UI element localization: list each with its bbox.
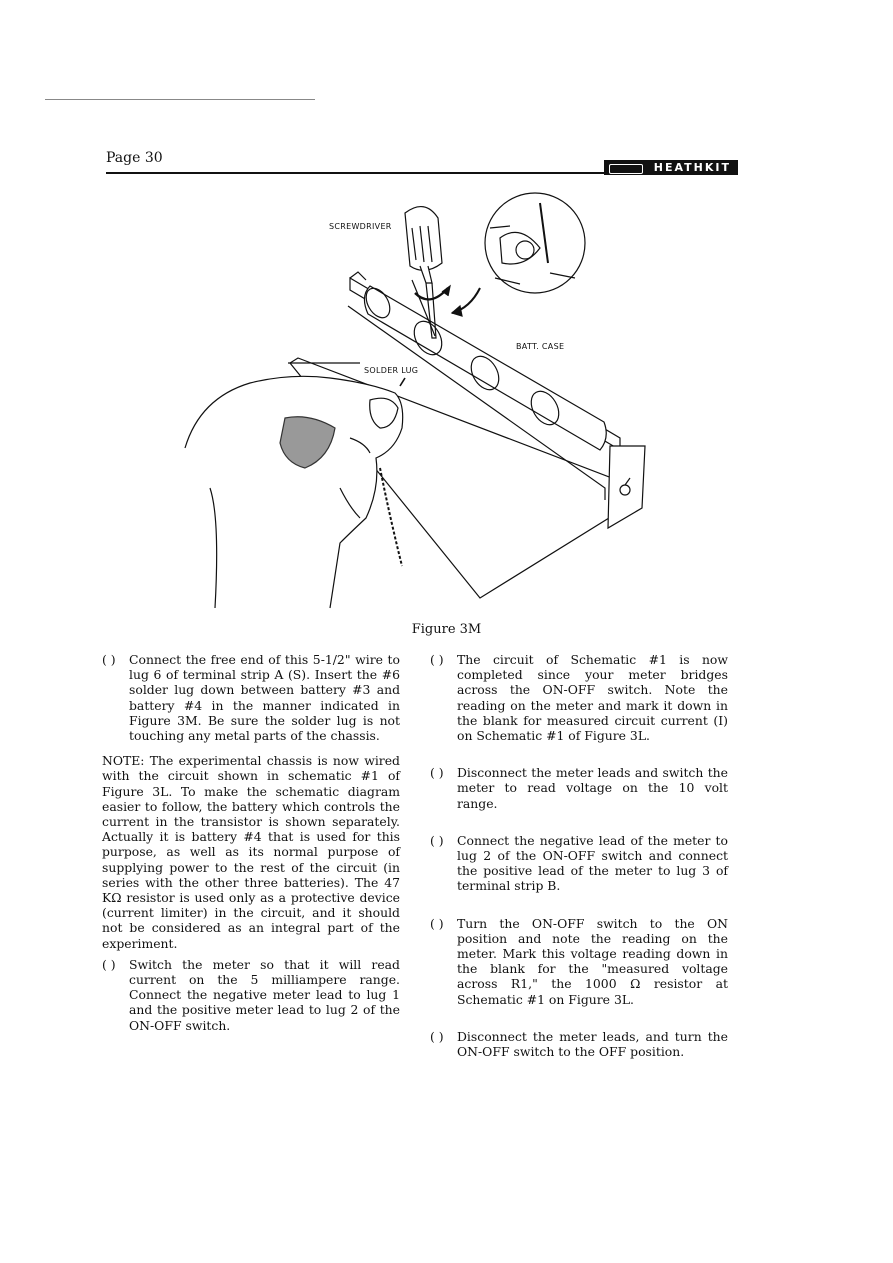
- brand-logo: [604, 160, 738, 175]
- instruction-step: [430, 652, 728, 743]
- brand-emblem-icon: [609, 164, 643, 174]
- step-text: Connect the negative lead of the meter to lug 2 of the ON-OFF switch and connect the positive lead of the meter to lug 3 of terminal strip B.: [457, 832, 728, 894]
- instruction-step: [102, 652, 400, 743]
- scan-edge-line: [45, 99, 315, 100]
- hand-drawing: [185, 376, 405, 608]
- checkbox-marker: ( ): [102, 956, 116, 972]
- note-paragraph: NOTE: The experimental chassis is now wired with the circuit shown in schematic #1 of Figure 3L. To make the schematic diagram easier to follow, the battery which controls the current in the transistor is shown separately. Actually it is battery #4 that is used for this purpose, as well as its normal purpose of supplying power to the rest of the circuit (in series with the other three batteries). The 47 KΩ resistor is used only as a protective device (current limiter) in the circuit, and it should not be considered as an integral part of the experiment.: [102, 753, 400, 951]
- instruction-step: [102, 957, 400, 1033]
- step-text: Disconnect the meter leads, and turn the ON-OFF switch to the OFF position.: [457, 1028, 728, 1060]
- brand-name: HEATHKIT: [653, 161, 731, 174]
- right-column: [430, 652, 728, 1081]
- figure-caption: Figure 3M: [411, 622, 482, 637]
- checkbox-marker: ( ): [102, 652, 116, 667]
- instruction-step: [430, 1029, 728, 1059]
- step-text: Turn the ON-OFF switch to the ON position and note the reading on the meter. Mark this voltage reading down in the blank for the "measured voltage across R1," the 1000 Ω resistor at Schematic #1 on Figure 3L.: [457, 915, 728, 1007]
- left-column: [102, 652, 400, 1043]
- checkbox-marker: ( ): [430, 652, 444, 667]
- screwdriver-label: SCREWDRIVER: [329, 222, 392, 231]
- step-text: Connect the free end of this 5-1/2" wire to lug 6 of terminal strip A (S). Insert the #6 solder lug down between battery #3 and battery #4 in the manner indicated in Figure 3M. Be sure the solder lug is not touching any metal parts of the chassis.: [129, 652, 400, 744]
- figure-3m-illustration: [180, 188, 660, 620]
- detail-inset: [452, 193, 585, 316]
- page-number: Page 30: [106, 150, 163, 166]
- end-bracket: [608, 446, 645, 528]
- checkbox-marker: ( ): [430, 765, 444, 781]
- solder-lug-label: SOLDER LUG: [364, 366, 419, 375]
- instruction-step: [430, 833, 728, 894]
- step-text: The circuit of Schematic #1 is now completed since your meter bridges across the ON-OFF switch. Note the reading on the meter and mark it down in the blank for measured circuit current (I) on Schematic #1 of Figure 3L.: [457, 652, 728, 744]
- battery-case-drawing: [180, 188, 660, 620]
- checkbox-marker: ( ): [430, 1028, 444, 1044]
- step-text: Switch the meter so that it will read current on the 5 milliampere range. Connect the negative meter lead to lug 1 and the positive meter lead to lug 2 of the ON-OFF switch.: [129, 956, 400, 1033]
- step-text: Disconnect the meter leads and switch the meter to read voltage on the 10 volt range.: [457, 765, 728, 811]
- header-rule: [106, 172, 606, 174]
- checkbox-marker: ( ): [430, 832, 444, 848]
- checkbox-marker: ( ): [430, 915, 444, 931]
- instruction-step: [430, 916, 728, 1007]
- batt-case-label: BATT. CASE: [516, 342, 565, 351]
- instruction-step: [430, 765, 728, 811]
